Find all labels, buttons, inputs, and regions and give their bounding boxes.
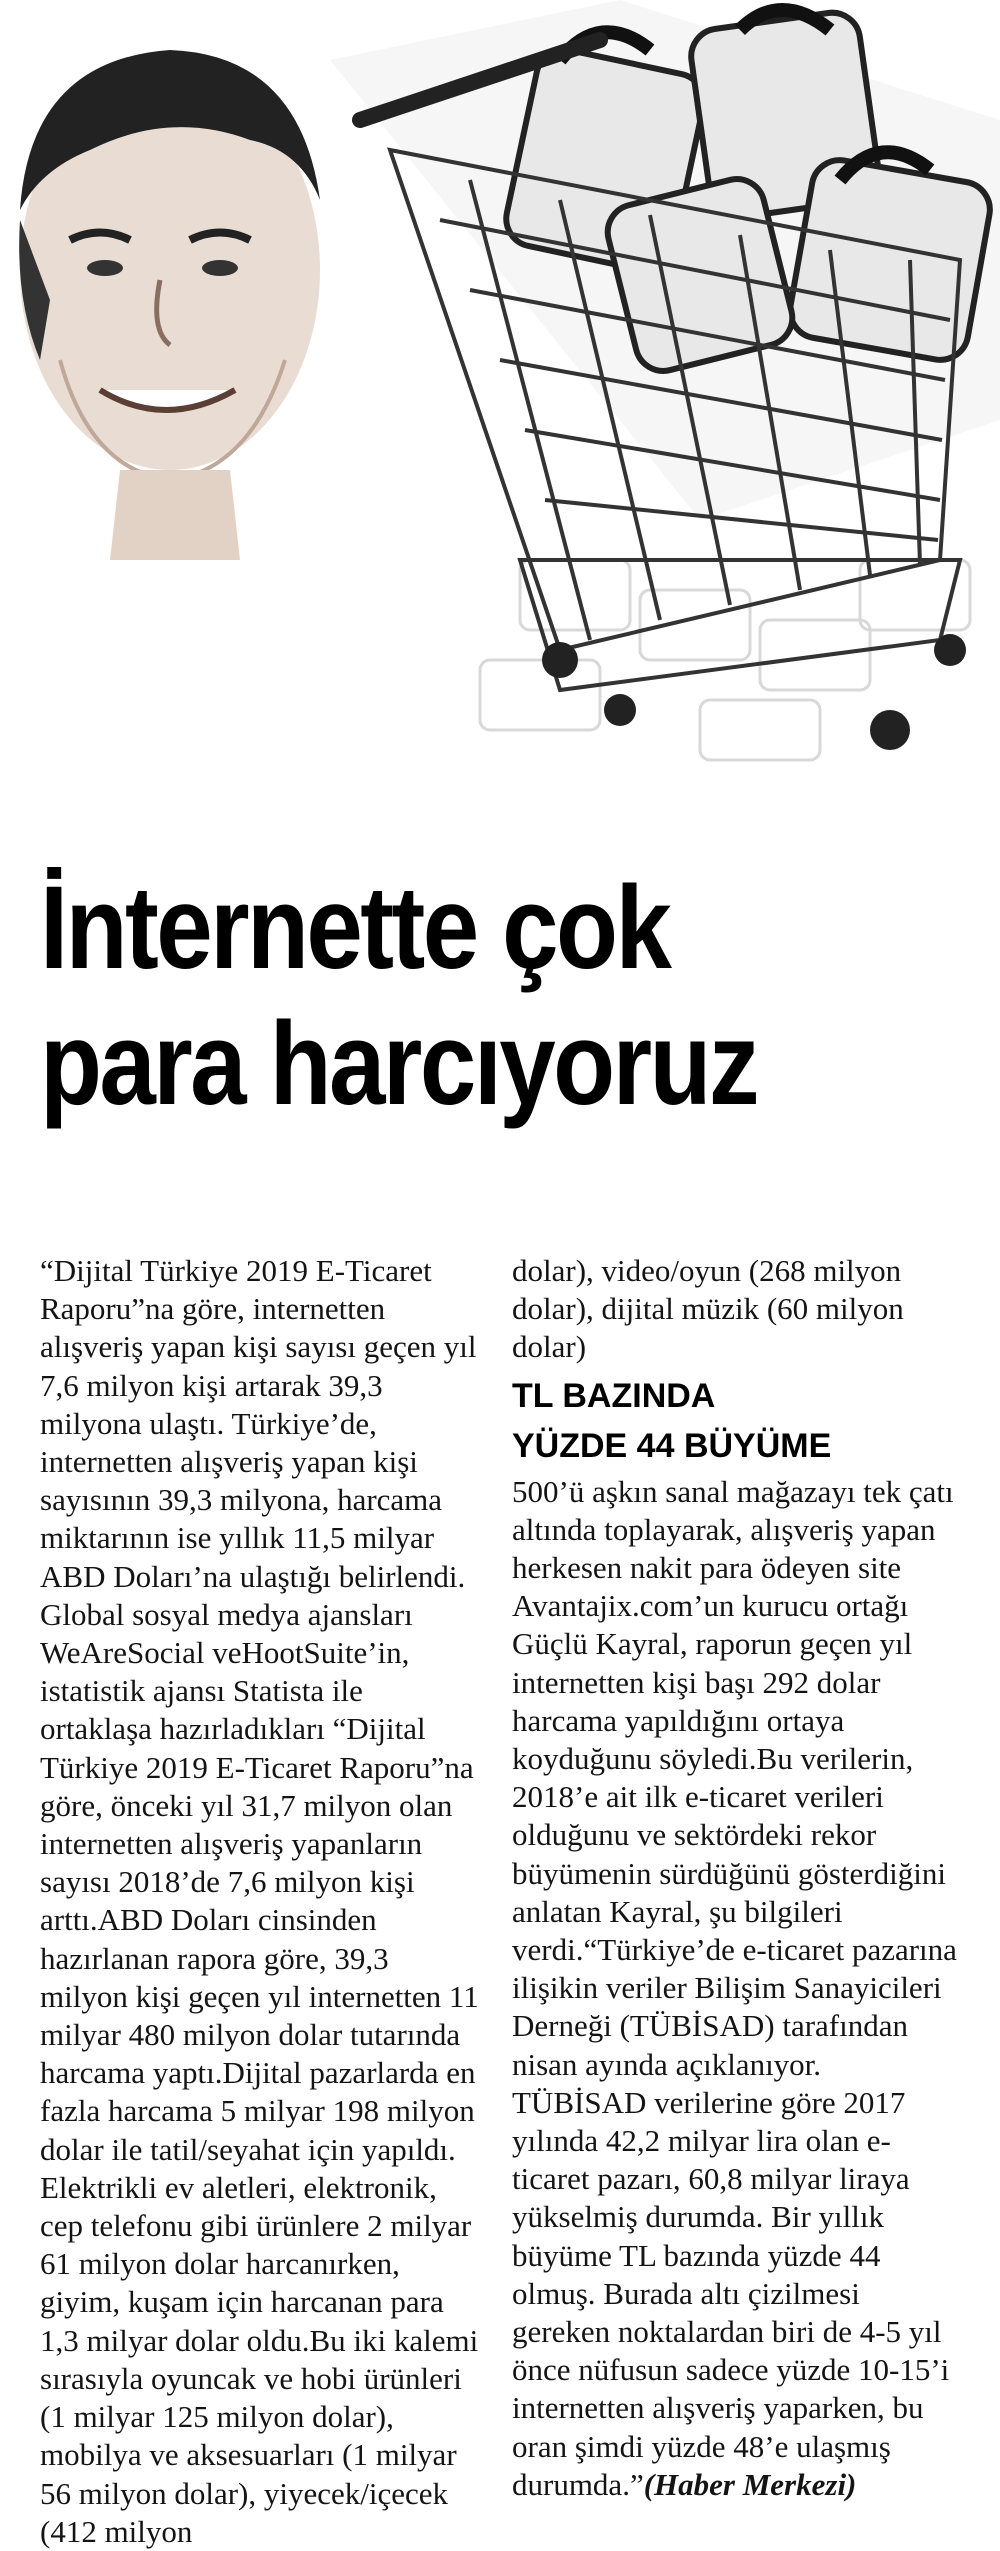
headline-line-2: para harcıyoruz — [40, 998, 758, 1130]
author-credit: (Haber Merkezi) — [643, 2466, 857, 2502]
subheading-line-2: YÜZDE 44 BÜYÜME — [512, 1426, 832, 1465]
column-right-continuation: dolar), video/oyun (268 milyon dolar), dijital müzik (60 milyon dolar) — [512, 1253, 904, 1365]
article-column-right — [512, 1252, 960, 2504]
headline-line-1: İnternette çok — [40, 862, 670, 994]
subheading-line-1: TL BAZINDA — [512, 1376, 716, 1415]
headline — [40, 860, 848, 1132]
subheading — [512, 1371, 960, 1471]
author-portrait — [19, 50, 320, 560]
column-left-text: “Dijital Türkiye 2019 E-Ticaret Raporu”na göre, internetten alışveriş yapan kişi sayısı geçen yıl 7,6 milyon kişi artarak 39,3 milyona ulaştı. Türkiye’de, internetten alışveriş yapan kişi sayısının 39,3 milyona, harcama miktarının ise yıllık 11,5 milyar ABD Doları’na ulaştığı belirlendi. Global sosyal medya ajansları WeAreSocial veHootSuite’in, istatistik ajansı Statista ile ortaklaşa hazırladıkları “Dijital Türkiye 2019 E-Ticaret Raporu”na göre, önceki yıl 31,7 milyon olan internetten alışveriş yapanların sayısı 2018’de 7,6 milyon kişi arttı.ABD Doları cinsinden hazırlanan rapora göre, 39,3 milyon kişi geçen yıl internetten 11 milyar 480 milyon dolar tutarında harcama yaptı.Dijital pazarlarda en fazla harcama 5 milyar 198 milyon dolar ile tatil/seyahat için yapıldı. Elektrikli ev aletleri, elektronik, cep telefonu gibi ürünlere 2 milyar 61 milyon dolar harcanırken, giyim, kuşam için harcanan para 1,3 milyar dolar oldu.Bu iki kalemi sırasıyla oyuncak ve hobi ürünleri (1 milyar 125 milyon dolar), mobilya ve aksesuarları (1 milyar 56 milyon dolar), yiyecek/içecek (412 milyon — [40, 1253, 479, 2549]
article-column-left — [40, 1252, 480, 2551]
column-right-body — [512, 1473, 960, 2504]
article-photo — [0, 0, 1000, 840]
column-right-body-text: 500’ü aşkın sanal mağazayı tek çatı altında toplayarak, alışveriş yapan herkesen nakit para ödeyen site Avantajix.com’un kurucu ortağı Güçlü Kayral, raporun geçen yıl internetten kişi başı 292 dolar harcama yapıldığını ortaya koyduğunu söyledi.Bu verilerin, 2018’e ait ilk e-ticaret verileri olduğunu ve sektördeki rekor büyümenin sürdüğünü gösterdiğini anlatan Kayral, şu bilgileri verdi.“Türkiye’de e-ticaret pazarına ilişikin veriler Bilişim Sanayicileri Derneği (TÜBİSAD) tarafından nisan ayında açıklanıyor. TÜBİSAD verilerine göre 2017 yılında 42,2 milyar lira olan e-ticaret pazarı, 60,8 milyar liraya yükselmiş durumda. Bir yıllık büyüme TL bazında yüzde 44 olmuş. Burada altı çizilmesi gereken noktalardan biri de 4-5 yıl önce nüfusun sadece yüzde 10-15’i internetten alışveriş yaparken, bu oran şimdi yüzde 48’e ulaşmış durumda.” — [512, 1473, 957, 2502]
